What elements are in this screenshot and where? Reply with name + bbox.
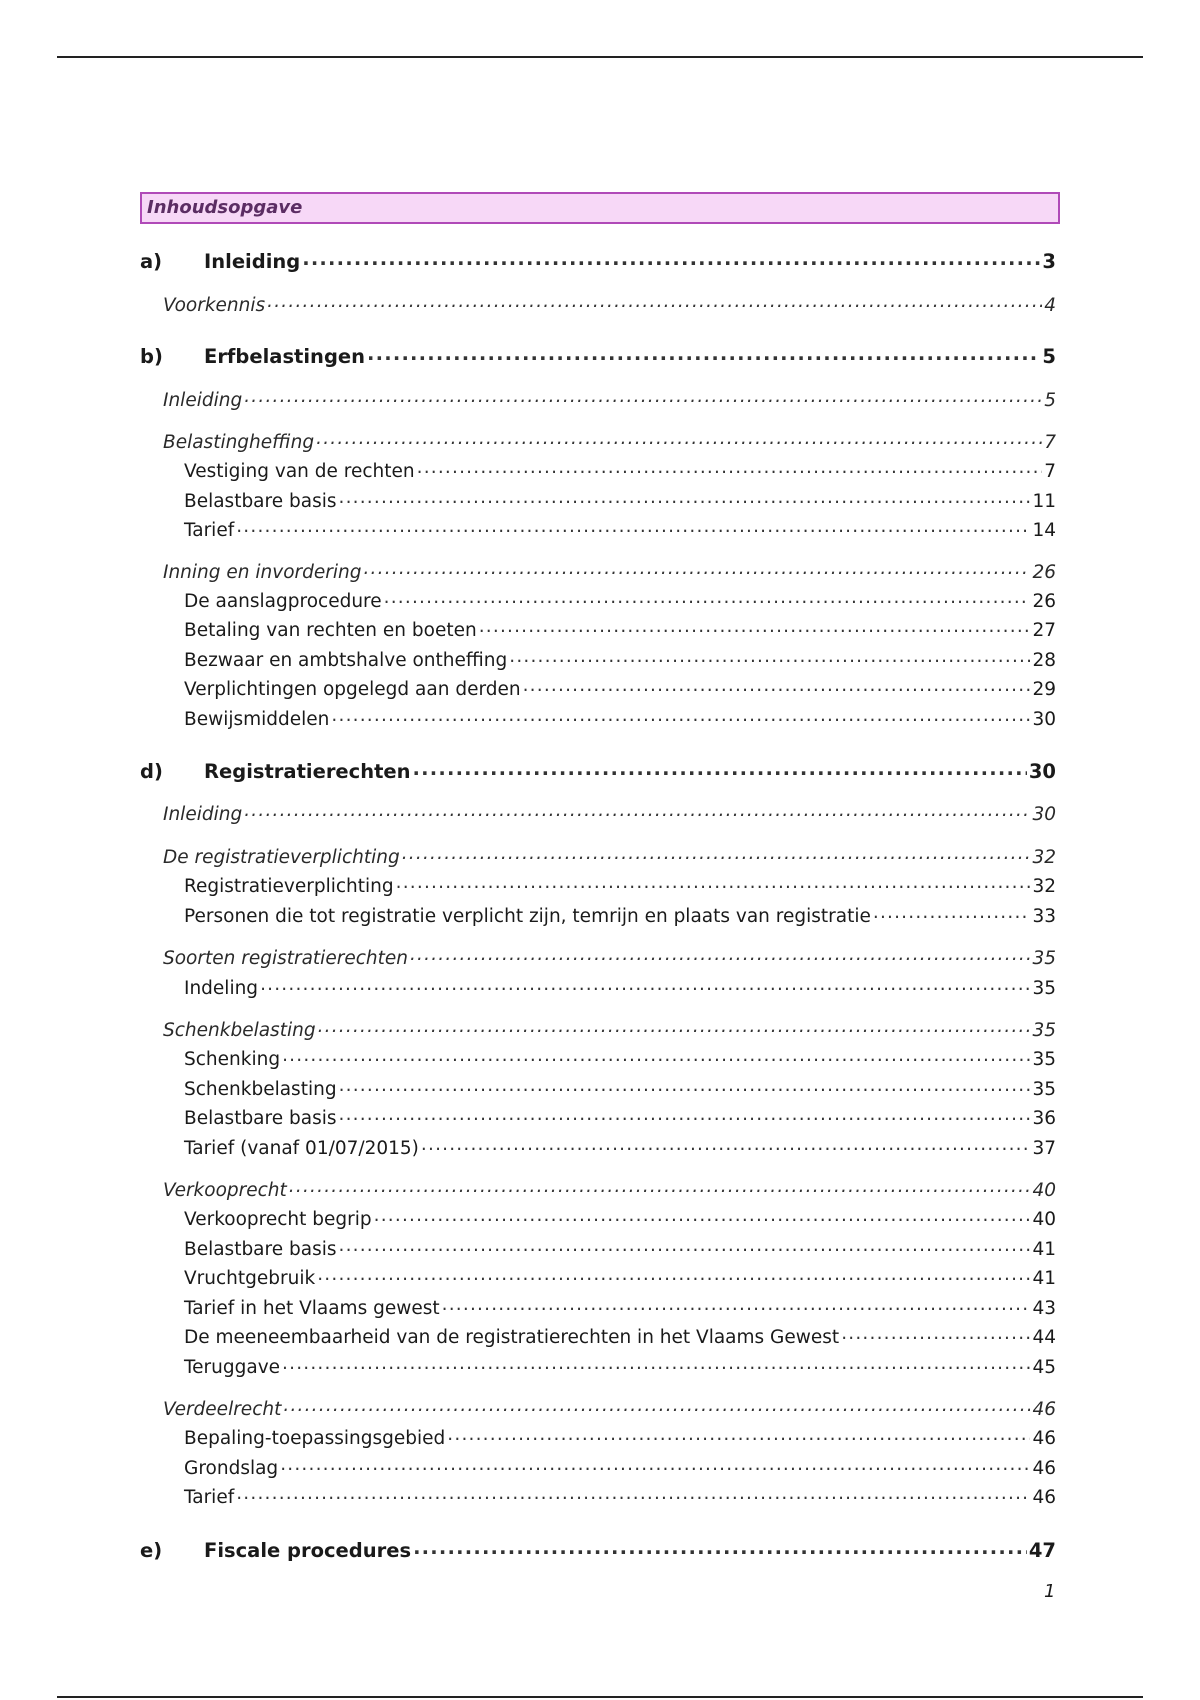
toc-entry[interactable] xyxy=(140,974,1056,1001)
toc-entry-page: 40 xyxy=(1032,1209,1056,1230)
toc-dot-leader xyxy=(523,675,1031,695)
toc-dot-leader xyxy=(280,1454,1030,1474)
toc-dot-leader xyxy=(339,1075,1031,1095)
toc-entry-label: Verkooprecht xyxy=(163,1180,287,1201)
toc-entry-label: Schenkbelasting xyxy=(184,1079,337,1100)
toc-entry-number: d) xyxy=(140,760,163,783)
toc-entry[interactable] xyxy=(140,1537,1056,1563)
toc-entry[interactable] xyxy=(140,902,1056,929)
toc-entry-label: Vruchtgebruik xyxy=(184,1268,316,1289)
toc-dot-leader xyxy=(236,1483,1030,1503)
toc-entry-page: 30 xyxy=(1032,709,1056,730)
toc-entry-label: Voorkennis xyxy=(163,295,266,316)
toc-entry[interactable] xyxy=(140,675,1056,702)
toc-entry-page: 35 xyxy=(1032,1079,1056,1100)
toc-entry-label: Erfbelastingen xyxy=(204,345,366,368)
footer-rule xyxy=(57,1696,1143,1698)
toc-dot-leader xyxy=(289,1176,1031,1196)
toc-entry-label: Bewijsmiddelen xyxy=(184,709,330,730)
toc-entry[interactable] xyxy=(140,428,1056,455)
toc-entry-page: 44 xyxy=(1032,1327,1056,1348)
toc-dot-leader xyxy=(244,800,1030,820)
toc-entry[interactable] xyxy=(140,1264,1056,1291)
toc-dot-leader xyxy=(267,291,1042,311)
toc-entry-label: Inleiding xyxy=(163,804,243,825)
toc-dot-leader xyxy=(302,248,1040,268)
toc-entry[interactable] xyxy=(140,1395,1056,1422)
toc-entry-label: Belastingheffing xyxy=(163,432,315,453)
toc-dot-leader xyxy=(479,616,1031,636)
toc-entry-label: Indeling xyxy=(184,978,259,999)
toc-entry-page: 5 xyxy=(1044,390,1056,411)
toc-entry[interactable] xyxy=(140,516,1056,543)
toc-entry-page: 33 xyxy=(1032,906,1056,927)
toc-dot-leader xyxy=(413,758,1027,778)
toc-entry-page: 41 xyxy=(1032,1268,1056,1289)
toc-entry-label: Soorten registratierechten xyxy=(163,948,408,969)
toc-entry-label: Schenking xyxy=(184,1049,281,1070)
toc-entry-label: Schenkbelasting xyxy=(163,1020,316,1041)
toc-dot-leader xyxy=(841,1323,1030,1343)
toc-dot-leader xyxy=(338,1235,1030,1255)
toc-entry-label: Inleiding xyxy=(163,390,243,411)
toc-entry-label: De aanslagprocedure xyxy=(184,591,382,612)
toc-entry[interactable] xyxy=(140,386,1056,413)
toc-entry[interactable] xyxy=(140,248,1056,274)
toc-entry[interactable] xyxy=(140,587,1056,614)
toc-entry-page: 35 xyxy=(1032,1020,1056,1041)
toc-entry-number: b) xyxy=(140,345,163,368)
toc-entry-page: 27 xyxy=(1032,620,1056,641)
toc-entry-page: 35 xyxy=(1032,978,1056,999)
toc-entry-label: Tarief in het Vlaams gewest xyxy=(184,1298,440,1319)
toc-entry-label: Registratieverplichting xyxy=(184,876,394,897)
toc-entry-page: 26 xyxy=(1032,562,1056,583)
toc-entry-label: Registratierechten xyxy=(204,760,411,783)
toc-entry[interactable] xyxy=(140,843,1056,870)
toc-entry-page: 30 xyxy=(1032,804,1056,825)
toc-entry-number: a) xyxy=(140,250,163,273)
toc-entry-label: Tarief xyxy=(184,520,235,541)
toc-entry-label: Verkooprecht begrip xyxy=(184,1209,372,1230)
toc-entry[interactable] xyxy=(140,343,1056,369)
toc-entry-page: 11 xyxy=(1032,491,1056,512)
toc-dot-leader xyxy=(331,705,1030,725)
toc-entry[interactable] xyxy=(140,1454,1056,1481)
toc-entry-page: 26 xyxy=(1032,591,1056,612)
toc-dot-leader xyxy=(374,1205,1031,1225)
toc-dot-leader xyxy=(421,1134,1031,1154)
toc-dot-leader xyxy=(396,872,1031,892)
toc-dot-leader xyxy=(338,487,1030,507)
toc-entry-page: 7 xyxy=(1044,432,1056,453)
toc-entry[interactable] xyxy=(140,872,1056,899)
toc-dot-leader xyxy=(509,646,1030,666)
toc-entry[interactable] xyxy=(140,1235,1056,1262)
toc-dot-leader xyxy=(363,558,1030,578)
toc-dot-leader xyxy=(384,587,1031,607)
toc-entry-page: 7 xyxy=(1044,461,1056,482)
toc-entry-page: 3 xyxy=(1042,250,1056,273)
toc-entry-page: 30 xyxy=(1028,760,1056,783)
toc-entry[interactable] xyxy=(140,457,1056,484)
toc-entry-page: 45 xyxy=(1032,1357,1056,1378)
toc-entry-label: Verplichtingen opgelegd aan derden xyxy=(184,679,521,700)
toc-entry-label: De registratieverplichting xyxy=(163,847,400,868)
toc-dot-leader xyxy=(338,1104,1030,1124)
toc-entry[interactable] xyxy=(140,558,1056,585)
toc-entry-label: Fiscale procedures xyxy=(204,1539,412,1562)
toc-entry-page: 36 xyxy=(1032,1108,1056,1129)
toc-entry-label: Betaling van rechten en boeten xyxy=(184,620,477,641)
toc-entry-label: De meeneembaarheid van de registratierechten in het Vlaams Gewest xyxy=(184,1327,840,1348)
toc-dot-leader xyxy=(244,386,1042,406)
toc-entry-label: Belastbare basis xyxy=(184,1108,337,1129)
toc-entry[interactable] xyxy=(140,487,1056,514)
toc-entry[interactable] xyxy=(140,1483,1056,1510)
toc-entry-label: Bezwaar en ambtshalve ontheffing xyxy=(184,650,508,671)
toc-entry-page: 32 xyxy=(1032,876,1056,897)
toc-dot-leader xyxy=(417,457,1043,477)
toc-entry-page: 35 xyxy=(1032,948,1056,969)
toc-dot-leader xyxy=(282,1045,1030,1065)
toc-entry[interactable] xyxy=(140,616,1056,643)
toc-entry[interactable] xyxy=(140,646,1056,673)
toc-dot-leader xyxy=(236,516,1030,536)
toc-entry-page: 14 xyxy=(1032,520,1056,541)
toc-entry-label: Teruggave xyxy=(184,1357,281,1378)
toc-entry-label: Grondslag xyxy=(184,1458,279,1479)
toc-dot-leader xyxy=(318,1016,1031,1036)
toc-entry-label: Vestiging van de rechten xyxy=(184,461,415,482)
toc-entry[interactable] xyxy=(140,944,1056,971)
toc-entry-label: Verdeelrecht xyxy=(163,1399,282,1420)
toc-entry-page: 4 xyxy=(1044,295,1056,316)
toc-dot-leader xyxy=(367,343,1040,363)
toc-entry[interactable] xyxy=(140,1176,1056,1203)
toc-entry[interactable] xyxy=(140,1205,1056,1232)
toc-entry-page: 46 xyxy=(1032,1399,1056,1420)
toc-entry-page: 47 xyxy=(1028,1539,1056,1562)
toc-entry-page: 46 xyxy=(1032,1428,1056,1449)
toc-entry[interactable] xyxy=(140,758,1056,784)
toc-entry-label: Belastbare basis xyxy=(184,1239,337,1260)
toc-dot-leader xyxy=(442,1294,1031,1314)
header-rule xyxy=(57,56,1143,58)
toc-title-box xyxy=(140,192,1060,224)
page-number: 1 xyxy=(1044,1581,1056,1602)
toc-entry-label: Personen die tot registratie verplicht zijn, temrijn en plaats van registratie xyxy=(184,906,871,927)
toc-dot-leader xyxy=(873,902,1031,922)
toc-entry[interactable] xyxy=(140,1104,1056,1131)
toc-entry-page: 35 xyxy=(1032,1049,1056,1070)
toc-entry-page: 32 xyxy=(1032,847,1056,868)
toc-entry-label: Tarief (vanaf 01/07/2015) xyxy=(184,1138,419,1159)
toc-entry-page: 41 xyxy=(1032,1239,1056,1260)
toc-entry-label: Inning en invordering xyxy=(163,562,362,583)
toc-entry-page: 46 xyxy=(1032,1487,1056,1508)
toc-entry[interactable] xyxy=(140,705,1056,732)
toc-entry[interactable] xyxy=(140,1294,1056,1321)
toc-dot-leader xyxy=(260,974,1030,994)
toc-entry-page: 43 xyxy=(1032,1298,1056,1319)
toc-dot-leader xyxy=(316,428,1042,448)
toc-dot-leader xyxy=(413,1537,1027,1557)
toc-entry[interactable] xyxy=(140,1045,1056,1072)
toc-dot-leader xyxy=(447,1424,1030,1444)
toc-entry[interactable] xyxy=(140,1323,1056,1350)
toc-entry[interactable] xyxy=(140,800,1056,827)
toc-entry-number: e) xyxy=(140,1539,163,1562)
toc-entry-label: Belastbare basis xyxy=(184,491,337,512)
toc-entry[interactable] xyxy=(140,1353,1056,1380)
toc-entry-page: 46 xyxy=(1032,1458,1056,1479)
toc-entry-page: 5 xyxy=(1042,345,1056,368)
toc-entry[interactable] xyxy=(140,1075,1056,1102)
toc-entry[interactable] xyxy=(140,1424,1056,1451)
toc-dot-leader xyxy=(317,1264,1030,1284)
toc-entry-page: 40 xyxy=(1032,1180,1056,1201)
toc-entry[interactable] xyxy=(140,1134,1056,1161)
toc-entry-label: Tarief xyxy=(184,1487,235,1508)
toc-entry[interactable] xyxy=(140,1016,1056,1043)
toc-entry-page: 29 xyxy=(1032,679,1056,700)
toc-dot-leader xyxy=(282,1353,1030,1373)
toc-dot-leader xyxy=(410,944,1030,964)
toc-entry-page: 37 xyxy=(1032,1138,1056,1159)
toc-entry-label: Bepaling-toepassingsgebied xyxy=(184,1428,446,1449)
toc-dot-leader xyxy=(402,843,1031,863)
toc-dot-leader xyxy=(283,1395,1030,1415)
toc-title: Inhoudsopgave xyxy=(147,197,303,218)
toc-entry-page: 28 xyxy=(1032,650,1056,671)
toc-entry-label: Inleiding xyxy=(204,250,301,273)
toc-entry[interactable] xyxy=(140,291,1056,318)
